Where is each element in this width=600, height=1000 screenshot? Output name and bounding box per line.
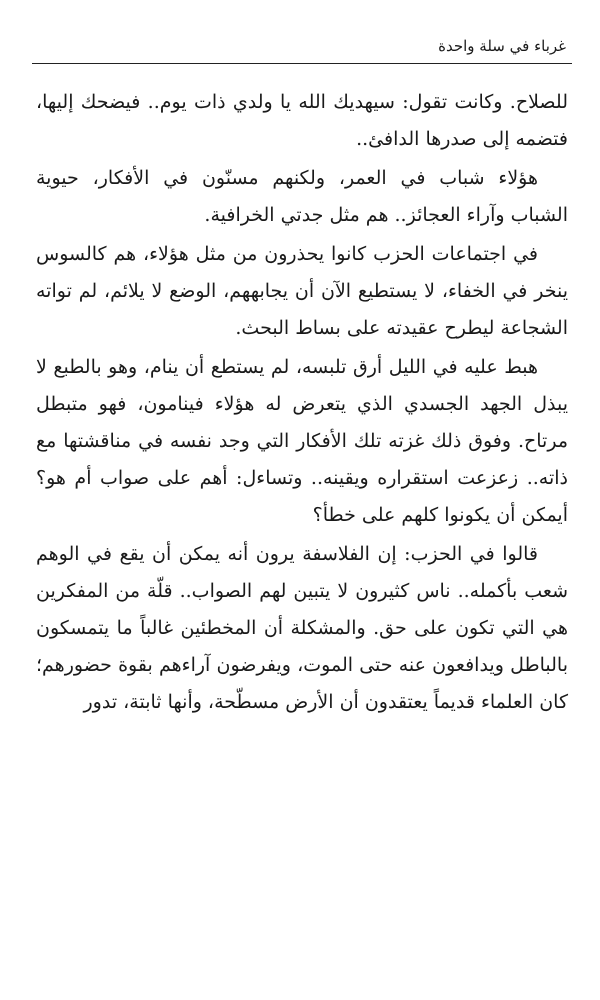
running-title: غرباء في سلة واحدة (438, 37, 566, 55)
paragraph-2: هؤلاء شباب في العمر، ولكنهم مسنّون في الأفكار، حيوية الشباب وآراء العجائز.. هم مثل جدتي الخرافية. (36, 167, 568, 226)
paragraph-1: للصلاح. وكانت تقول: سيهديك الله يا ولدي ذات يوم.. فيضحك إليها، فتضمه إلى صدرها الدافئ.. (36, 91, 568, 150)
running-header (32, 35, 572, 64)
body-text (36, 84, 568, 723)
paragraph-3: في اجتماعات الحزب كانوا يحذرون من مثل هؤلاء، هم كالسوس ينخر في الخفاء، لا يستطيع الآن أن يجابههم، الوضع لا يلائم، لم تواته الشجاعة ليطرح عقيدته على بساط البحث. (36, 243, 568, 339)
paragraph-5: قالوا في الحزب: إن الفلاسفة يرون أنه يمكن أن يقع في الوهم شعب بأكمله.. ناس كثيرون لا يتبين لهم الصواب.. قلّة من المفكرين هي التي تكون على حق. والمشكلة أن المخطئين غالباً ما يتمسكون بالباطل ويدافعون عنه حتى الموت، ويفرضون آراءهم بقوة حضورهم؛ كان العلماء قديماً يعتقدون أن الأرض مسطّحة، وأنها ثابتة، تدور (36, 543, 568, 713)
paragraph-4: هبط عليه في الليل أرق تلبسه، لم يستطع أن ينام، وهو بالطبع لا يبذل الجهد الجسدي الذي يتعرض له هؤلاء فينامون، فهو متبطل مرتاح. وفوق ذلك غزته تلك الأفكار التي وجد نفسه في مناقشتها مع ذاته.. زعزعت استقراره ويقينه.. وتساءل: أهم على صواب أم هو؟ أيمكن أن يكونوا كلهم على خطأ؟ (36, 356, 568, 526)
